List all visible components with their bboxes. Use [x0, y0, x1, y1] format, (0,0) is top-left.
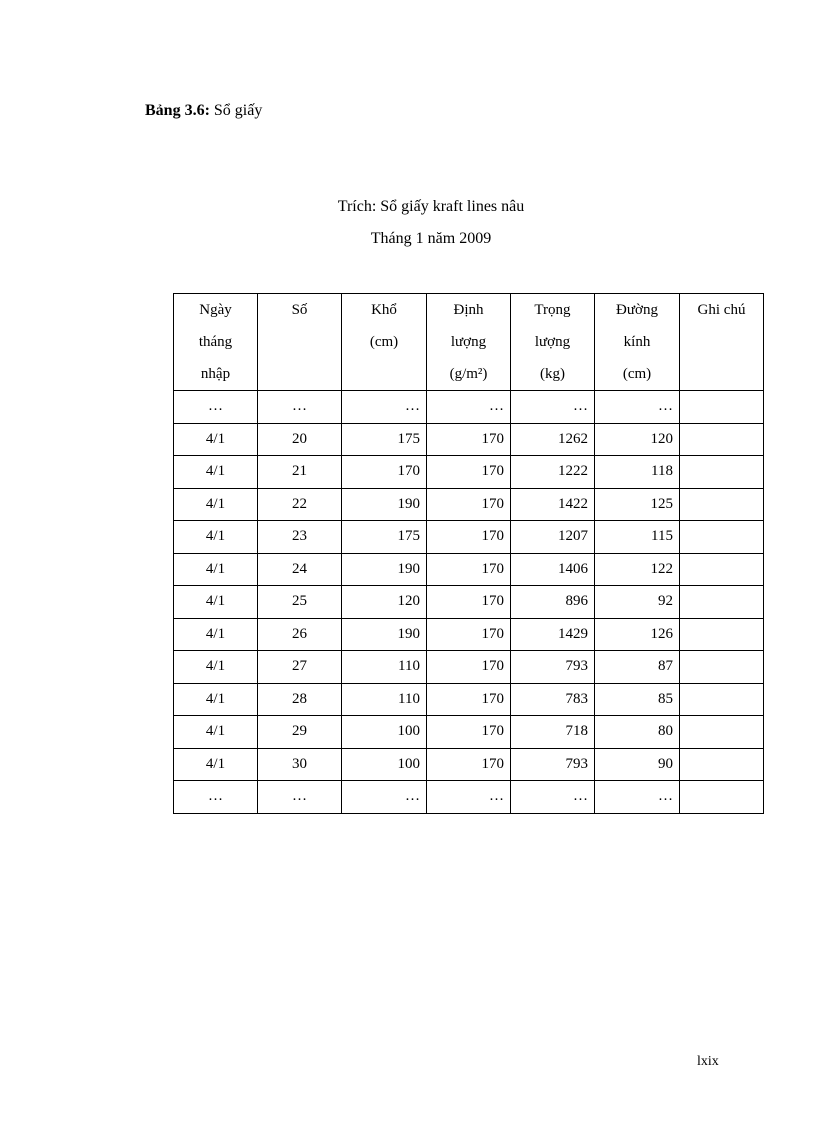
cell-diameter: 80 [595, 716, 680, 749]
cell-width: 110 [342, 683, 427, 716]
cell-date: 4/1 [174, 748, 258, 781]
cell-note [680, 683, 764, 716]
cell-number: 20 [258, 423, 342, 456]
cell-weight: 1429 [511, 618, 595, 651]
header-diameter [595, 294, 680, 391]
cell-width: 175 [342, 423, 427, 456]
page-number: lxix [697, 1054, 719, 1069]
cell-note [680, 716, 764, 749]
cell-number: 21 [258, 456, 342, 489]
cell-width: 190 [342, 618, 427, 651]
cell-grammage: … [427, 781, 511, 814]
cell-diameter: … [595, 391, 680, 424]
cell-width: 175 [342, 521, 427, 554]
table-row [174, 391, 764, 424]
cell-width: 100 [342, 748, 427, 781]
cell-width: 190 [342, 488, 427, 521]
cell-number: 26 [258, 618, 342, 651]
cell-weight: 718 [511, 716, 595, 749]
cell-note [680, 423, 764, 456]
cell-note [680, 553, 764, 586]
header-width [342, 294, 427, 391]
header-date-line: nhập [200, 366, 231, 382]
cell-number: 23 [258, 521, 342, 554]
table-row [174, 748, 764, 781]
cell-diameter: 126 [595, 618, 680, 651]
cell-note [680, 586, 764, 619]
cell-weight: 1422 [511, 488, 595, 521]
table-row [174, 683, 764, 716]
table-row [174, 488, 764, 521]
cell-date: 4/1 [174, 586, 258, 619]
ledger-subtitle: Trích: Sổ giấy kraft lines nâu [337, 198, 525, 215]
header-date-line: Ngày [199, 302, 232, 318]
cell-number: 27 [258, 651, 342, 684]
cell-number: 30 [258, 748, 342, 781]
table-row [174, 651, 764, 684]
cell-grammage: 170 [427, 553, 511, 586]
caption-label: Bảng 3.6: [145, 102, 210, 119]
cell-date: 4/1 [174, 423, 258, 456]
cell-note [680, 456, 764, 489]
header-number-line: Số [291, 302, 308, 318]
header-date-line: tháng [198, 334, 233, 350]
cell-weight: … [511, 391, 595, 424]
cell-date: 4/1 [174, 618, 258, 651]
cell-grammage: 170 [427, 488, 511, 521]
header-grammage-line: (g/m²) [449, 366, 488, 382]
caption-text: Sổ giấy [209, 102, 263, 119]
cell-note [680, 748, 764, 781]
header-width-line: (cm) [369, 334, 399, 350]
cell-width: 100 [342, 716, 427, 749]
cell-grammage: 170 [427, 716, 511, 749]
cell-width: 170 [342, 456, 427, 489]
cell-grammage: 170 [427, 618, 511, 651]
cell-weight: … [511, 781, 595, 814]
cell-width: 110 [342, 651, 427, 684]
header-weight-line: Trọng [534, 302, 571, 318]
cell-number: 25 [258, 586, 342, 619]
table-row [174, 781, 764, 814]
table-row [174, 521, 764, 554]
cell-diameter: 85 [595, 683, 680, 716]
cell-diameter: 87 [595, 651, 680, 684]
cell-diameter: 122 [595, 553, 680, 586]
cell-note [680, 618, 764, 651]
cell-diameter: … [595, 781, 680, 814]
cell-weight: 1406 [511, 553, 595, 586]
cell-date: … [174, 781, 258, 814]
cell-width: 190 [342, 553, 427, 586]
header-weight-line: lượng [534, 334, 571, 350]
header-diameter-line: kính [623, 334, 651, 350]
cell-weight: 896 [511, 586, 595, 619]
cell-grammage: 170 [427, 456, 511, 489]
cell-weight: 1262 [511, 423, 595, 456]
cell-width: 120 [342, 586, 427, 619]
cell-weight: 783 [511, 683, 595, 716]
cell-note [680, 651, 764, 684]
header-note [680, 294, 764, 391]
cell-note [680, 488, 764, 521]
cell-weight: 793 [511, 748, 595, 781]
header-date [174, 294, 258, 391]
cell-number: 22 [258, 488, 342, 521]
cell-number: … [258, 391, 342, 424]
paper-ledger-table [173, 293, 764, 814]
cell-date: 4/1 [174, 456, 258, 489]
header-number [258, 294, 342, 391]
cell-note [680, 781, 764, 814]
cell-grammage: 170 [427, 651, 511, 684]
cell-width: … [342, 781, 427, 814]
cell-number: … [258, 781, 342, 814]
table-row [174, 618, 764, 651]
table-header-row [174, 294, 764, 391]
table-row [174, 553, 764, 586]
table-row [174, 586, 764, 619]
cell-date: 4/1 [174, 553, 258, 586]
cell-date: 4/1 [174, 651, 258, 684]
header-width-line: Khổ [371, 302, 397, 318]
header-diameter-line: (cm) [622, 366, 652, 382]
cell-diameter: 125 [595, 488, 680, 521]
cell-diameter: 115 [595, 521, 680, 554]
cell-weight: 793 [511, 651, 595, 684]
cell-note [680, 391, 764, 424]
cell-number: 28 [258, 683, 342, 716]
cell-number: 29 [258, 716, 342, 749]
table-caption [145, 102, 262, 120]
cell-grammage: 170 [427, 521, 511, 554]
cell-diameter: 118 [595, 456, 680, 489]
cell-diameter: 90 [595, 748, 680, 781]
table-row [174, 716, 764, 749]
cell-diameter: 120 [595, 423, 680, 456]
table-row [174, 423, 764, 456]
cell-grammage: 170 [427, 586, 511, 619]
cell-date: 4/1 [174, 716, 258, 749]
header-note-line: Ghi chú [697, 302, 746, 318]
ledger-period: Tháng 1 năm 2009 [370, 230, 492, 247]
cell-date: 4/1 [174, 521, 258, 554]
header-diameter-line: Đường [616, 302, 658, 318]
cell-date: 4/1 [174, 683, 258, 716]
header-grammage-line: Định [453, 302, 484, 318]
table-row [174, 456, 764, 489]
header-weight [511, 294, 595, 391]
cell-date: … [174, 391, 258, 424]
header-grammage [427, 294, 511, 391]
cell-grammage: 170 [427, 748, 511, 781]
cell-grammage: 170 [427, 683, 511, 716]
cell-date: 4/1 [174, 488, 258, 521]
cell-width: … [342, 391, 427, 424]
header-grammage-line: lượng [450, 334, 487, 350]
cell-diameter: 92 [595, 586, 680, 619]
header-weight-line: (kg) [540, 366, 565, 382]
cell-number: 24 [258, 553, 342, 586]
cell-weight: 1222 [511, 456, 595, 489]
cell-note [680, 521, 764, 554]
cell-grammage: 170 [427, 423, 511, 456]
cell-weight: 1207 [511, 521, 595, 554]
cell-grammage: … [427, 391, 511, 424]
